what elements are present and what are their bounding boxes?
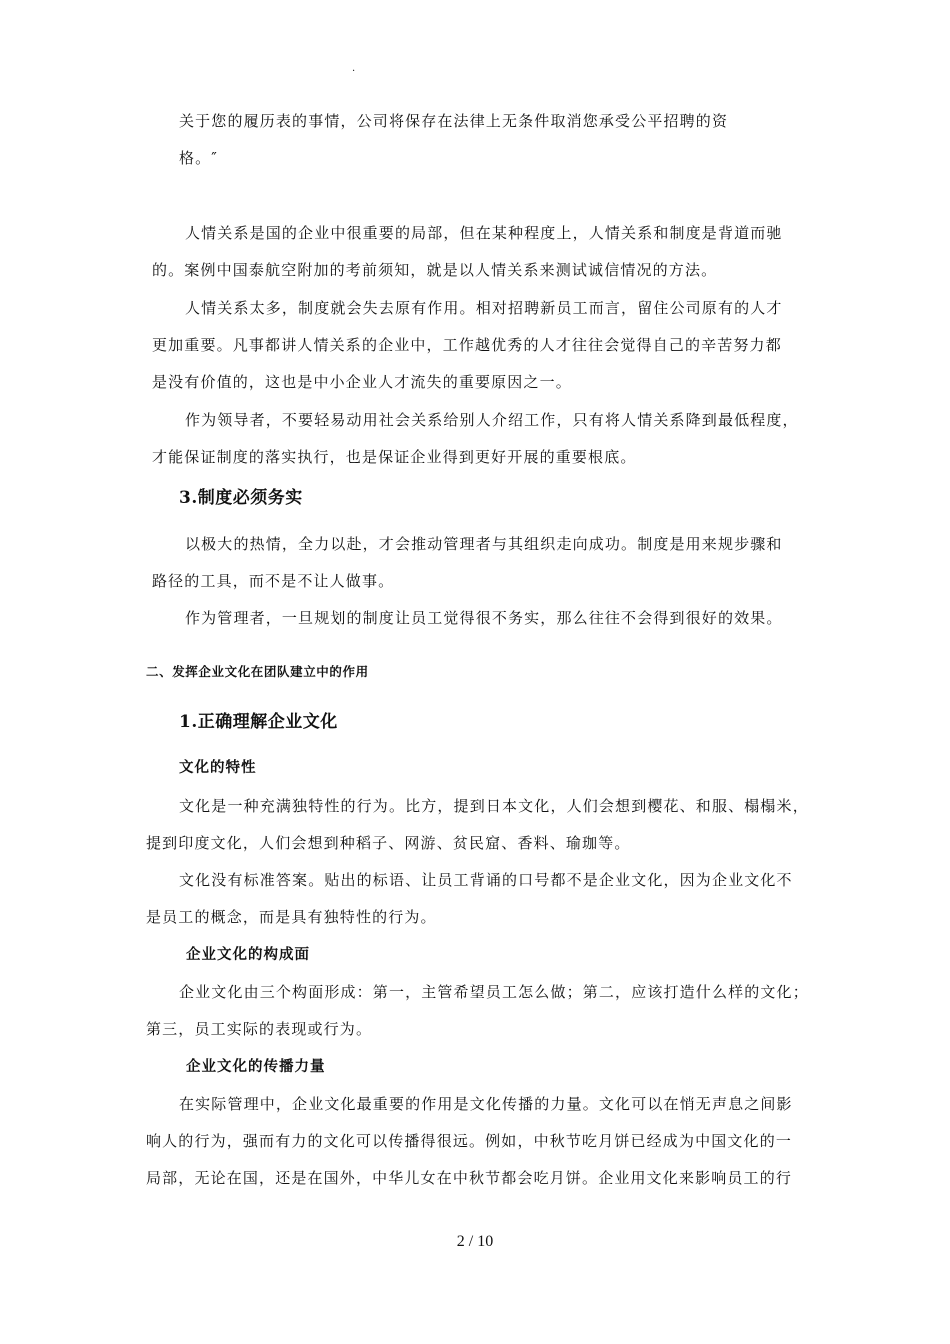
header-mark: . <box>352 63 356 74</box>
subsection-heading: 文化的特性 <box>179 759 257 776</box>
text-line: 作为管理者，一旦规划的制度让员工觉得很不务实，那么往往不会得到很好的效果。 <box>185 609 783 627</box>
text-line: 响人的行为，强而有力的文化可以传播得很远。例如，中秋节吃月饼已经成为中国文化的一 <box>146 1132 793 1150</box>
text-line: 关于您的履历表的事情，公司将保存在法律上无条件取消您承受公平招聘的资 <box>179 112 729 130</box>
subsection-heading: 企业文化的构成面 <box>186 946 310 963</box>
text-line: 路径的工具，而不是不让人做事。 <box>152 572 395 590</box>
subsection-heading: 企业文化的传播力量 <box>186 1058 326 1075</box>
section-heading: 3.制度必须务实 <box>179 488 303 508</box>
text-line: 是员工的概念，而是具有独特性的行为。 <box>146 908 437 926</box>
text-line: 文化是一种充满独特性的行为。比方，提到日本文化，人们会想到樱花、和服、榻榻米， <box>179 797 809 815</box>
section-heading: 1.正确理解企业文化 <box>179 712 338 732</box>
text-line: 才能保证制度的落实执行，也是保证企业得到更好开展的重要根底。 <box>152 448 637 466</box>
text-line: 在实际管理中，企业文化最重要的作用是文化传播的力量。文化可以在悄无声息之间影 <box>179 1095 793 1113</box>
text-line: 局部，无论在国，还是在国外，中华儿女在中秋节都会吃月饼。企业用文化来影响员工的行 <box>146 1169 793 1187</box>
text-line: 作为领导者，不要轻易动用社会关系给别人介绍工作，只有将人情关系降到最低程度， <box>185 411 799 429</box>
text-line: 以极大的热情，全力以赴，才会推动管理者与其组织走向成功。制度是用来规步骤和 <box>185 535 783 553</box>
text-line: 人情关系太多，制度就会失去原有作用。相对招聘新员工而言，留住公司原有的人才 <box>185 299 783 317</box>
chapter-heading: 二、发挥企业文化在团队建立中的作用 <box>146 664 369 679</box>
text-line: 文化没有标准答案。贴出的标语、让员工背诵的口号都不是企业文化，因为企业文化不 <box>179 871 793 889</box>
text-line: 的。案例中国泰航空附加的考前须知，就是以人情关系来测试诚信情况的方法。 <box>152 261 718 279</box>
text-line: 提到印度文化，人们会想到种稻子、网游、贫民窟、香料、瑜珈等。 <box>146 834 631 852</box>
text-line: 更加重要。凡事都讲人情关系的企业中，工作越优秀的人才往往会觉得自己的辛苦努力都 <box>152 336 782 354</box>
page-number: 2 / 10 <box>456 1233 494 1250</box>
text-line: 企业文化由三个构面形成：第一，主管希望员工怎么做；第二，应该打造什么样的文化； <box>179 983 809 1001</box>
text-line: 第三，员工实际的表现或行为。 <box>146 1020 373 1038</box>
text-line: 人情关系是国的企业中很重要的局部，但在某种程度上，人情关系和制度是背道而驰 <box>185 224 783 242</box>
text-line: 是没有价值的，这也是中小企业人才流失的重要原因之一。 <box>152 373 572 391</box>
text-line: 格。″ <box>179 149 219 167</box>
